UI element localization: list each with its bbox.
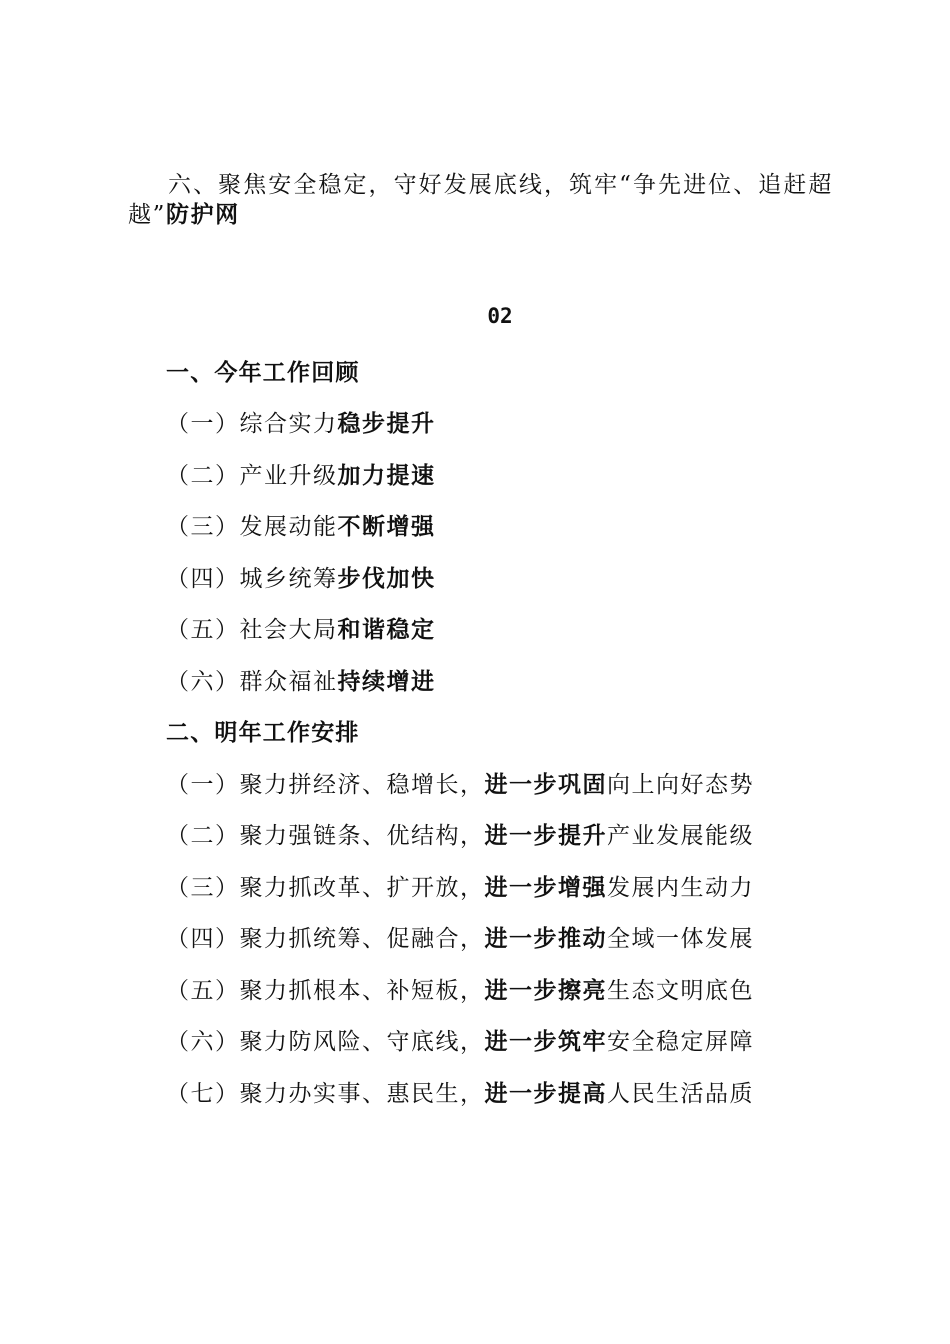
plan-item-prefix: （五）聚力抓根本、补短板， [166, 978, 485, 1004]
plan-item [166, 1023, 754, 1056]
review-item-prefix: （三）发展动能 [166, 514, 338, 540]
plan-item-prefix: （六）聚力防风险、守底线， [166, 1029, 485, 1055]
plan-item-emphasis: 进一步筑牢 [484, 1028, 607, 1055]
plan-item-prefix: （一）聚力拼经济、稳增长， [166, 772, 485, 798]
review-item-emphasis: 持续增进 [337, 668, 436, 695]
review-item-prefix: （一）综合实力 [166, 411, 338, 437]
intro-paragraph [128, 170, 833, 230]
plan-item [166, 972, 754, 1005]
plan-item [166, 1075, 754, 1108]
plan-item [166, 766, 754, 799]
plan-item [166, 817, 754, 850]
review-item-emphasis: 稳步提升 [337, 410, 436, 437]
review-item-emphasis: 加力提速 [337, 462, 436, 489]
intro-bold-text: 防护网 [165, 201, 240, 228]
page-number: 02 [487, 304, 513, 328]
section-heading-review: 一、今年工作回顾 [166, 359, 360, 386]
review-item [166, 611, 436, 644]
review-item-prefix: （六）群众福祉 [166, 669, 338, 695]
plan-item-emphasis: 进一步推动 [484, 925, 607, 952]
plan-item-emphasis: 进一步巩固 [484, 771, 607, 798]
plan-item-suffix: 人民生活品质 [607, 1081, 754, 1107]
review-item [166, 560, 436, 593]
plan-item-prefix: （七）聚力办实事、惠民生， [166, 1081, 485, 1107]
plan-item-prefix: （四）聚力抓统筹、促融合， [166, 926, 485, 952]
plan-item [166, 869, 754, 902]
plan-item-suffix: 全域一体发展 [607, 926, 754, 952]
intro-text: 六、聚焦安全稳定，守好发展底线，筑牢“争先进位、追赶超越” [128, 172, 833, 228]
review-item-emphasis: 不断增强 [337, 513, 436, 540]
review-item-emphasis: 和谐稳定 [337, 616, 436, 643]
plan-item-suffix: 发展内生动力 [607, 875, 754, 901]
review-item [166, 663, 436, 696]
plan-item-suffix: 产业发展能级 [607, 823, 754, 849]
review-item-emphasis: 步伐加快 [337, 565, 436, 592]
review-item-prefix: （四）城乡统筹 [166, 566, 338, 592]
section-heading-plan: 二、明年工作安排 [166, 719, 360, 746]
plan-item-suffix: 向上向好态势 [607, 772, 754, 798]
plan-item-prefix: （二）聚力强链条、优结构， [166, 823, 485, 849]
plan-item-prefix: （三）聚力抓改革、扩开放， [166, 875, 485, 901]
plan-item-emphasis: 进一步增强 [484, 874, 607, 901]
plan-item [166, 920, 754, 953]
review-item-prefix: （二）产业升级 [166, 463, 338, 489]
review-item [166, 508, 436, 541]
plan-item-emphasis: 进一步提高 [484, 1080, 607, 1107]
plan-item-emphasis: 进一步提升 [484, 822, 607, 849]
plan-item-suffix: 安全稳定屏障 [607, 1029, 754, 1055]
review-item [166, 405, 436, 438]
plan-item-emphasis: 进一步擦亮 [484, 977, 607, 1004]
plan-item-suffix: 生态文明底色 [607, 978, 754, 1004]
review-item [166, 457, 436, 490]
review-item-prefix: （五）社会大局 [166, 617, 338, 643]
